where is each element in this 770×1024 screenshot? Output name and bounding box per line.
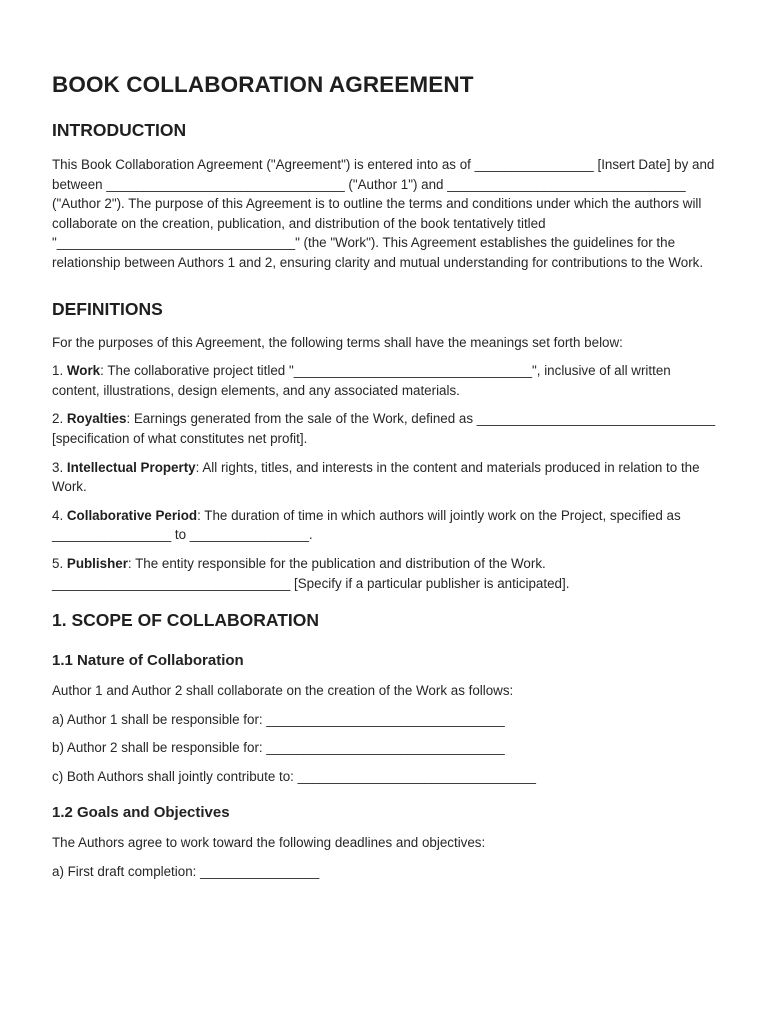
definition-text: : All rights, titles, and interests in the content and materials produced in relation to the Work. <box>52 459 700 495</box>
definitions-heading: DEFINITIONS <box>52 298 163 319</box>
introduction-heading: INTRODUCTION <box>52 120 187 140</box>
definition-term: Royalties <box>66 411 127 427</box>
definition-item-collaborative-period <box>52 506 722 545</box>
definitions-lead: For the purposes of this Agreement, the following terms shall have the meanings set forth below: <box>52 334 623 350</box>
definition-term: Intellectual Property <box>66 459 196 475</box>
definition-text: : The duration of time in which authors will jointly work on the Project, specified as ________________ to ________________. <box>52 507 681 543</box>
nature-item-author-2: b) Author 2 shall be responsible for: ________________________________ <box>52 740 505 756</box>
definition-number: 3. <box>52 459 67 475</box>
nature-item-author-1: a) Author 1 shall be responsible for: ________________________________ <box>52 711 505 727</box>
nature-item-joint: c) Both Authors shall jointly contribute to: ________________________________ <box>52 768 536 784</box>
definition-term: Work <box>66 363 101 379</box>
definition-item-work <box>52 361 722 400</box>
definition-term: Publisher <box>66 555 128 571</box>
definition-term: Collaborative Period <box>66 507 198 523</box>
definition-text: : The entity responsible for the publication and distribution of the Work. ________________________________ [Specify if a particular publisher is anticipated]. <box>52 555 570 591</box>
definition-item-intellectual-property <box>52 458 722 497</box>
definition-number: 1. <box>52 363 67 379</box>
scope-heading: 1. SCOPE OF COLLABORATION <box>52 610 320 631</box>
nature-lead: Author 1 and Author 2 shall collaborate on the creation of the Work as follows: <box>52 683 514 699</box>
goals-item-first-draft: a) First draft completion: ________________ <box>52 864 320 880</box>
definition-text: : The collaborative project titled "________________________________", inclusive of all written content, illustrations, design elements, and any associated materials. <box>52 363 671 398</box>
document-title: BOOK COLLABORATION AGREEMENT <box>52 72 474 97</box>
nature-of-collaboration-heading: 1.1 Nature of Collaboration <box>52 652 244 670</box>
definition-text: : Earnings generated from the sale of the Work, defined as ________________________________ [specification of what constitutes net profit]. <box>52 411 716 446</box>
introduction-paragraph: This Book Collaboration Agreement ("Agreement") is entered into as of ________________ [Insert Date] by and between ________________________________ ("Author 1") and ________________________________ ("Author 2"). The purpose of this Agreement is to outline the terms and conditions under which the authors will collaborate on the creation, publication, and distribution of the book tentatively titled "________________________________" (the "Work"). This Agreement establishes the guidelines for the relationship between Authors 1 and 2, ensuring clarity and mutual understanding for contributions to the Work. <box>52 157 715 270</box>
goals-and-objectives-heading: 1.2 Goals and Objectives <box>52 804 230 822</box>
definition-item-publisher <box>52 554 722 593</box>
definition-item-royalties <box>52 409 722 448</box>
definition-number: 4. <box>52 507 67 523</box>
goals-lead: The Authors agree to work toward the following deadlines and objectives: <box>52 835 486 851</box>
definition-number: 5. <box>52 555 67 571</box>
definition-number: 2. <box>52 411 67 427</box>
